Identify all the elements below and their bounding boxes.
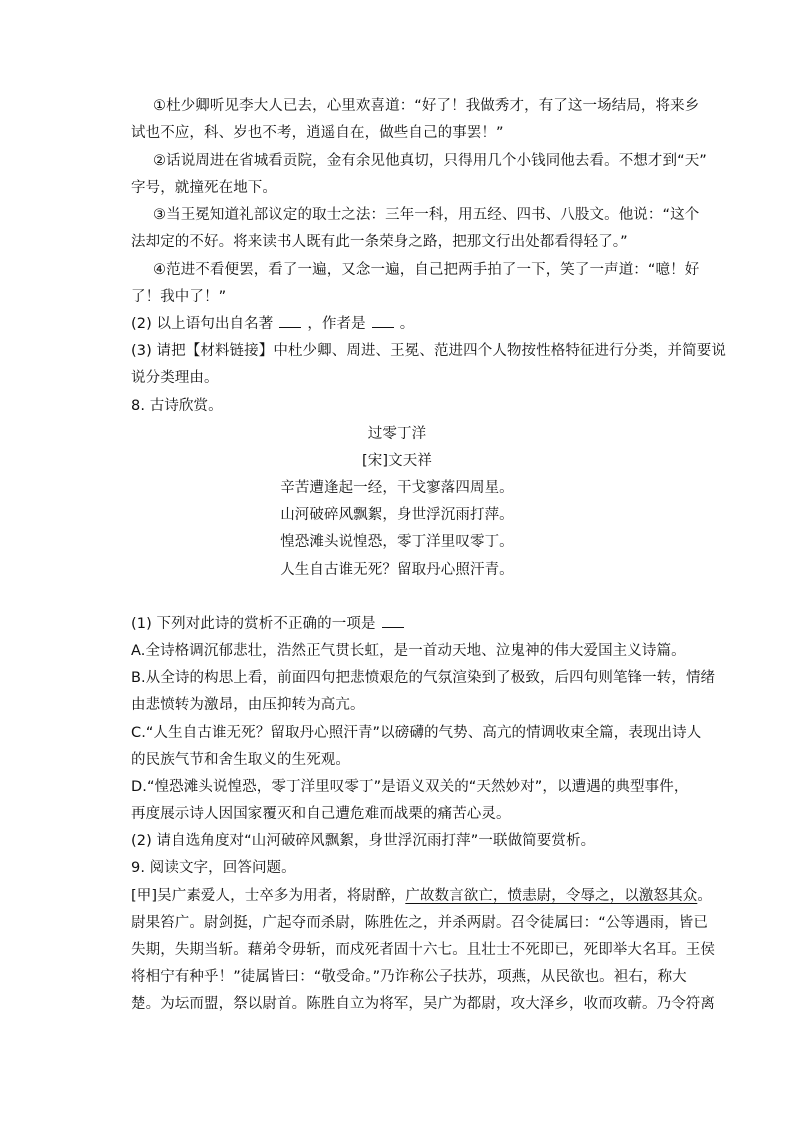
q9-passage-line-1 bbox=[131, 886, 712, 906]
poem-line-2: 山河破碎风飘絮，身世浮沉雨打萍。 bbox=[280, 507, 514, 523]
poem-line-3: 惶恐滩头说惶恐，零丁洋里叹零丁。 bbox=[280, 534, 514, 550]
q8-option-c-line-1: C.“人生自古谁无死？留取丹心照汗青”以磅礴的气势、高亢的情调收束全篇，表现出诗人 bbox=[131, 725, 702, 741]
material-item-4-line-2: 了！我中了！” bbox=[131, 289, 227, 305]
material-item-2-line-1: ②话说周进在省城看贡院，金有余见他真切，只得用几个小钱同他去看。不想才到“天” bbox=[153, 153, 707, 169]
q8-sub1 bbox=[131, 614, 410, 634]
q8-option-b-line-2: 由悲愤转为激昂，由压抑转为高亢。 bbox=[131, 697, 365, 713]
material-item-2-line-2: 字号，就撞死在地下。 bbox=[131, 180, 277, 196]
q8-option-c-line-2: 的民族气节和舍生取义的生死观。 bbox=[131, 752, 350, 768]
q9-heading: 9. 阅读文字，回答问题。 bbox=[131, 860, 296, 876]
q8-heading: 8. 古诗欣赏。 bbox=[131, 398, 223, 414]
q8-option-d-line-1: D.“惶恐滩头说惶恐，零丁洋里叹零丁”是语义双关的“天然妙对”，以遭遇的典型事件， bbox=[131, 779, 689, 795]
poem-author: [宋]文天祥 bbox=[362, 453, 432, 469]
q7-sub3-line-1: (3) 请把【材料链接】中杜少卿、周进、王冕、范进四个人物按性格特征进行分类，并简要说 bbox=[131, 343, 726, 359]
q8-option-b-line-1: B.从全诗的构思上看，前面四句把悲愤艰危的气氛渲染到了极致，后四句则笔锋一转，情绪 bbox=[131, 670, 716, 686]
q7-sub2-text-1: (2) 以上语句出自名著 bbox=[131, 316, 274, 332]
q8-sub2: (2) 请自选角度对“山河破碎风飘絮，身世浮沉雨打萍”一联做简要赏析。 bbox=[131, 833, 596, 849]
q7-sub3-line-2: 说分类理由。 bbox=[131, 370, 219, 386]
material-item-4-line-1: ④范进不看便罢，看了一遍，又念一遍，自己把两手拍了一下，笑了一声道：“噫！好 bbox=[153, 262, 700, 278]
q9-passage-line-5: 楚。为坛而盟，祭以尉首。陈胜自立为将军，吴广为都尉，攻大泽乡，收而攻蕲。乃令符离 bbox=[131, 996, 715, 1012]
poem-title: 过零丁洋 bbox=[367, 426, 427, 442]
answer-blank[interactable] bbox=[372, 315, 394, 328]
q9-passage-text: [甲]吴广素爱人，士卒多为用者，将尉醉， bbox=[131, 888, 406, 904]
q9-passage-line-2: 尉果笞广。尉剑挺，广起夺而杀尉，陈胜佐之，并杀两尉。召令徒属曰：“公等遇雨，皆已 bbox=[131, 915, 709, 931]
q8-sub1-text: (1) 下列对此诗的赏析不正确的一项是 bbox=[131, 616, 376, 632]
q9-passage-line-3: 失期，失期当斩。藉弟令毋斩，而戍死者固十六七。且壮士不死即已，死即举大名耳。王侯 bbox=[131, 942, 715, 958]
q9-passage-line-4: 将相宁有种乎！”徒属皆曰：“敬受命。”乃诈称公子扶苏，项燕，从民欲也。袒右，称大 bbox=[131, 969, 687, 985]
material-item-3-line-1: ③当王冕知道礼部议定的取士之法：三年一科，用五经、四书、八股文。他说：“这个 bbox=[153, 207, 700, 223]
answer-blank[interactable] bbox=[279, 315, 301, 328]
q8-option-a: A.全诗格调沉郁悲壮，浩然正气贯长虹，是一首动天地、泣鬼神的伟大爱国主义诗篇。 bbox=[131, 643, 686, 659]
material-item-1-line-2: 试也不应，科、岁也不考，逍遥自在，做些自己的事罢！” bbox=[131, 125, 504, 141]
material-item-3-line-2: 法却定的不好。将来读书人既有此一条荣身之路，把那文行出处都看得轻了。” bbox=[131, 234, 628, 250]
q7-sub2-text-3: 。 bbox=[399, 316, 415, 332]
material-item-1-line-1: ①杜少卿听见李大人已去，心里欢喜道：“好了！我做秀才，有了这一场结局，将来乡 bbox=[153, 98, 700, 114]
answer-blank[interactable] bbox=[382, 615, 404, 628]
q9-passage-text: 。 bbox=[697, 888, 712, 904]
poem-line-1: 辛苦遭逢起一经，干戈寥落四周星。 bbox=[280, 480, 514, 496]
q7-sub2-text-2: ，作者是 bbox=[307, 316, 366, 332]
poem-line-4: 人生自古谁无死？留取丹心照汗青。 bbox=[280, 562, 514, 578]
underlined-sentence: 广故数言欲亡，愤恚尉，令辱之，以激怒其众 bbox=[405, 888, 698, 904]
q8-option-d-line-2: 再度展示诗人因国家覆灭和自己遭危难而战栗的痛苦心灵。 bbox=[131, 806, 511, 822]
q7-sub2 bbox=[131, 314, 414, 334]
